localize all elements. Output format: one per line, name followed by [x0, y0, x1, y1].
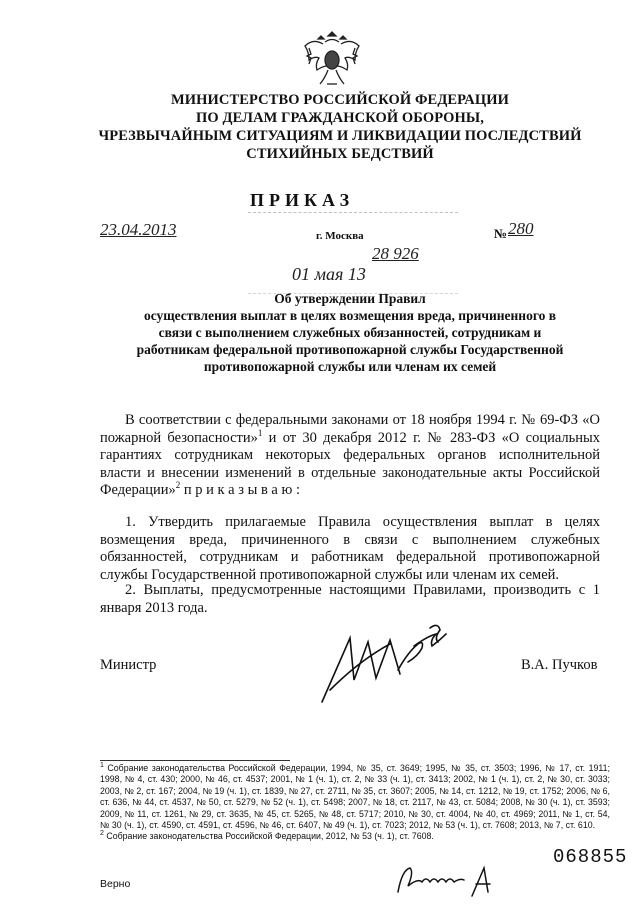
- footnotes: [100, 763, 610, 843]
- document-type: ПРИКАЗ: [250, 190, 355, 210]
- title-line: Об утверждении Правил: [274, 291, 426, 306]
- title-line: противопожарной службы или членам их семей: [203, 359, 497, 374]
- signatory-name: В.А. Пучков: [521, 657, 598, 673]
- ministry-line: ПО ДЕЛАМ ГРАЖДАНСКОЙ ОБОРОНЫ,: [196, 110, 484, 126]
- copy-number: 068855: [553, 846, 628, 868]
- footnote-marker: 2: [100, 830, 104, 838]
- order-number-label: №: [494, 226, 508, 241]
- coat-of-arms-emblem: [301, 26, 363, 90]
- footnote-2: [100, 831, 610, 842]
- ministry-name: [60, 91, 620, 163]
- footnote-ref-1: 1: [257, 427, 263, 438]
- ministry-line: МИНИСТЕРСТВО РОССИЙСКОЙ ФЕДЕРАЦИИ: [170, 92, 509, 108]
- preamble-text-3: п р и к а з ы в а ю :: [180, 482, 300, 498]
- certification-label: Верно: [100, 878, 131, 890]
- preamble-text-2: и от 30 декабря 2012 г. № 283-ФЗ «О социальных гарантиях сотрудникам некоторых федеральных органов исполнительной власти и внесении изменений в отдельные законодательные акты Российской Федерации»: [100, 429, 601, 498]
- preamble-paragraph: [100, 412, 600, 500]
- footnote-text: Собрание законодательства Российской Федерации, 2012, № 53 (ч. 1), ст. 7608.: [103, 831, 434, 842]
- footnote-marker: 1: [100, 762, 104, 770]
- footnote-1: [100, 763, 610, 831]
- preamble-text-1: В соответствии с федеральными законами от 18 ноября 1994 г. № 69-ФЗ «О пожарной безопасности»: [100, 412, 600, 446]
- ministry-line: СТИХИЙНЫХ БЕДСТВИЙ: [246, 146, 434, 162]
- footnote-divider: [100, 760, 290, 761]
- order-date: 23.04.2013: [100, 220, 177, 239]
- handwritten-signature: [310, 620, 460, 710]
- order-city: г. Москва: [316, 230, 364, 242]
- signatory-role: Министр: [100, 657, 157, 673]
- ministry-line: ЧРЕЗВЫЧАЙНЫМ СИТУАЦИЯМ И ЛИКВИДАЦИИ ПОСЛЕДСТВИЙ: [98, 128, 582, 144]
- order-item-2: 2. Выплаты, предусмотренные настоящими Правилами, производить с 1 января 2013 года.: [100, 582, 600, 616]
- registration-date: 01 мая 13: [292, 264, 366, 284]
- title-line: работникам федеральной противопожарной службы Государственной: [136, 342, 564, 357]
- title-line: осуществления выплат в целях возмещения вреда, причиненного в: [143, 308, 557, 323]
- order-number: 280: [508, 219, 534, 238]
- order-item-1: 1. Утвердить прилагаемые Правила осуществления выплат в целях возмещения вреда, причиненного в связи с выполнением служебных обязанностей, сотрудникам и работникам федеральной противопожарной службы Государственной противопожарной службы или членам их семей.: [100, 514, 600, 583]
- certification-signature: [392, 862, 502, 900]
- document-title: [100, 290, 600, 375]
- registration-number: 28 926: [372, 244, 419, 263]
- title-line: связи с выполнением служебных обязанностей, сотрудникам и: [158, 325, 542, 340]
- footnote-ref-2: 2: [175, 480, 181, 491]
- footnote-text: Собрание законодательства Российской Федерации, 1994, № 35, ст. 3649; 1995, № 35, ст. 3503; 1996, № 17, ст. 1911; 1998, № 4, ст. 430; 2000, № 46, ст. 4537; 2001, № 1 (ч. 1), ст. 2, № 33 (ч. 1), ст. 3413; 2002, № 1 (ч. 1), ст. 2, № 30, ст. 3033; 2003, № 2, ст. 167; 2004, № 19 (ч. 1), ст. 1839, № 27, ст. 2711, № 35, ст. 3607; 2005, № 14, ст. 1212, № 19, ст. 1752; 2006, № 6, ст. 636, № 44, ст. 4537, № 50, ст. 5279, № 52 (ч. 1), ст. 5498; 2007, № 18, ст. 2117, № 43, ст. 5084; 2008, № 30 (ч. 1), ст. 3593; 2009, № 11, ст. 1261, № 29, ст. 3635, № 45, ст. 5265, № 48, ст. 5717; 2010, № 30, ст. 4004, № 40, ст. 4969; 2011, № 1, ст. 54, № 30 (ч. 1), ст. 4590, ст. 4591, ст. 4596, № 46, ст. 6407, № 49 (ч. 1), ст. 7023; 2012, № 53 (ч. 1), ст. 7608; 2013, № 7, ст. 610.: [100, 763, 610, 831]
